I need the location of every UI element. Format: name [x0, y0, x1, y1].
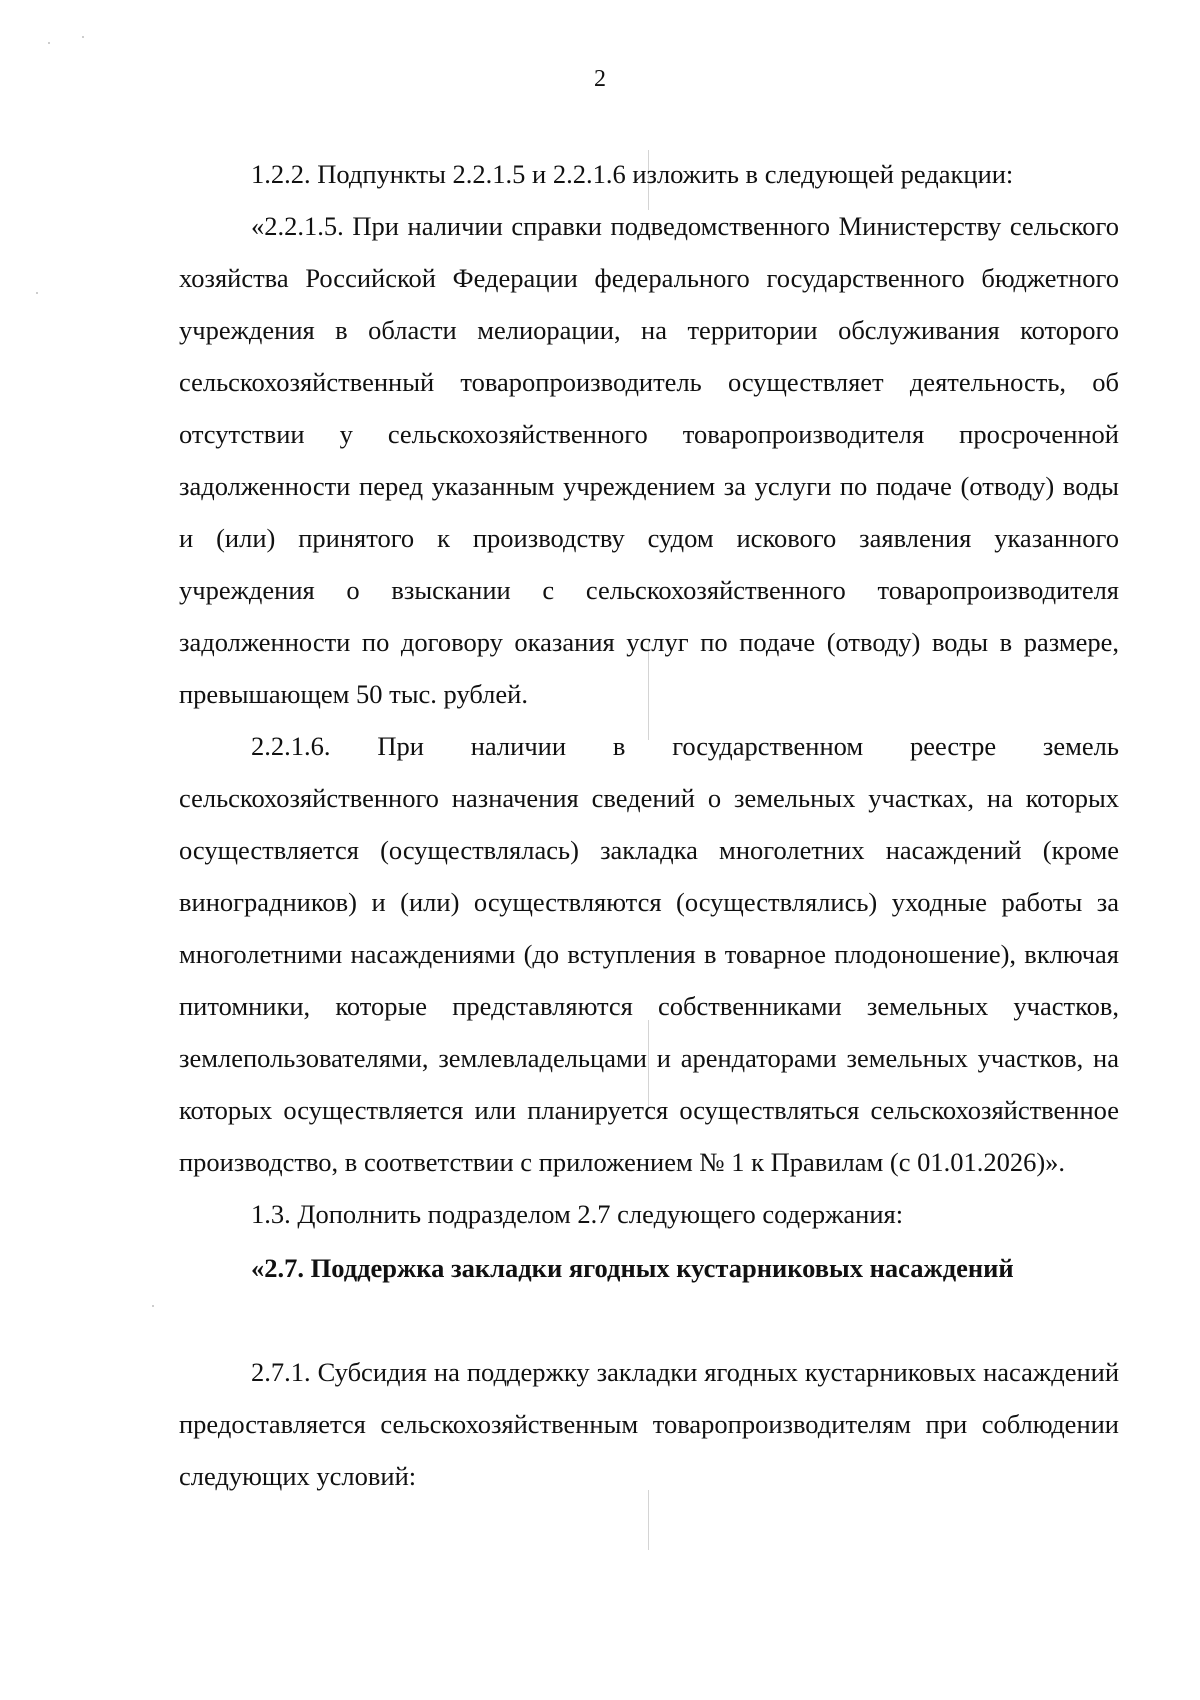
- paragraph-2-2-1-6: 2.2.1.6. При наличии в государственном реестре земель сельскохозяйственного назначения сведений о земельных участках, на которых осуществляется (осуществлялась) закладка многолетних насаждений (кроме виноградников) и (или) осуществляются (осуществлялись) уходные работы за многолетними насаждениями (до вступления в товарное плодоношение), включая питомники, которые представляются собственниками земельных участков, землепользователями, землевладельцами и арендаторами земельных участков, на которых осуществляется или планируется осуществляться сельскохозяйственное производство, в соответствии с приложением № 1 к Правилам (с 01.01.2026)».: [179, 731, 1119, 1177]
- paragraph-2-2-1-5: «2.2.1.5. При наличии справки подведомственного Министерству сельского хозяйства Российской Федерации федерального государственного бюджетного учреждения в области мелиорации, на территории обслуживания которого сельскохозяйственный товаропроизводитель осуществляет деятельность, об отсутствии у сельскохозяйственного товаропроизводителя просроченной задолженности перед указанным учреждением за услуги по подаче (отводу) воды и (или) принятого к производству судом искового заявления указанного учреждения о взыскании с сельскохозяйственного товаропроизводителя задолженности по договору оказания услуг по подаче (отводу) воды в размере, превышающем 50 тыс. рублей.: [179, 211, 1119, 709]
- scan-speck: [152, 1305, 154, 1307]
- paragraph-1-3: 1.3. Дополнить подразделом 2.7 следующего содержания:: [251, 1199, 904, 1229]
- scan-speck: [36, 292, 38, 294]
- paragraph-2-7-1: 2.7.1. Субсидия на поддержку закладки ягодных кустарниковых насаждений предоставляется сельскохозяйственным товаропроизводителям при соблюдении следующих условий:: [179, 1357, 1119, 1491]
- section-heading-2-7: «2.7. Поддержка закладки ягодных кустарниковых насаждений: [251, 1253, 1014, 1283]
- scan-speck: [82, 36, 84, 38]
- scan-speck: [48, 42, 50, 44]
- document-body: [179, 148, 1119, 1502]
- page-number: 2: [594, 66, 606, 92]
- paragraph-1-2-2: 1.2.2. Подпункты 2.2.1.5 и 2.2.1.6 изложить в следующей редакции:: [251, 159, 1014, 189]
